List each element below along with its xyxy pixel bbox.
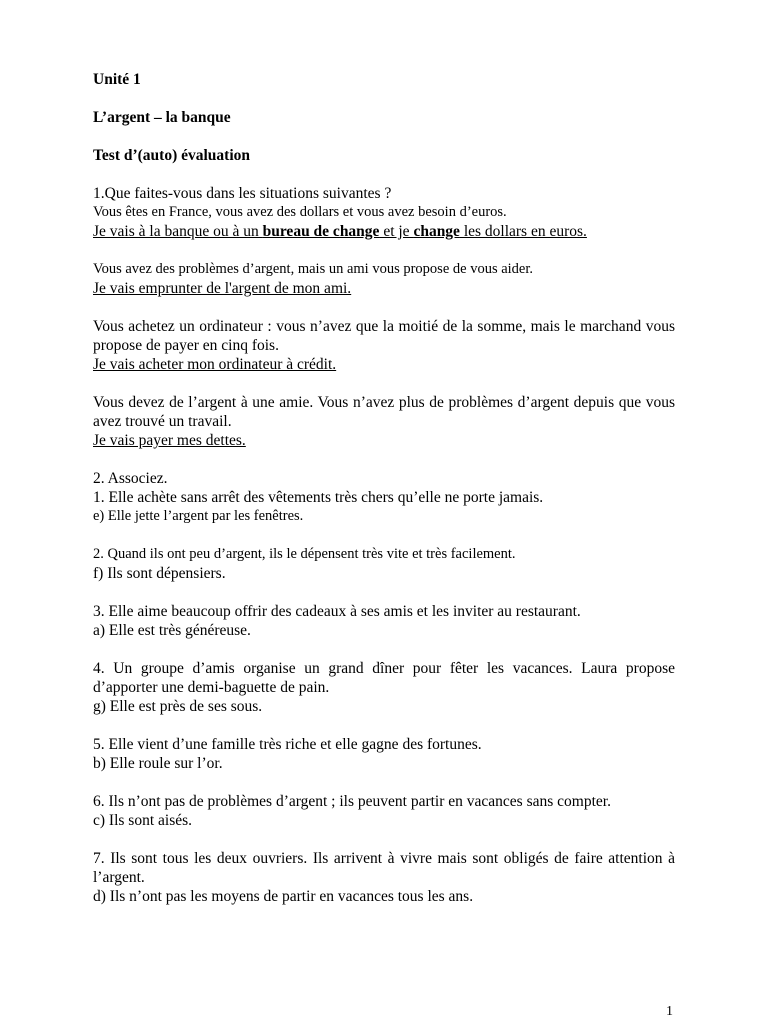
match-3-question: 3. Elle aime beaucoup offrir des cadeaux à ses amis et les inviter au restaurant. xyxy=(93,603,581,620)
answer-1-bold1: bureau de change xyxy=(262,223,380,240)
match-5-question: 5. Elle vient d’une famille très riche et elle gagne des fortunes. xyxy=(93,736,482,753)
answer-1-part1: Je vais à la banque ou à un xyxy=(93,223,263,240)
answer-4: Je vais payer mes dettes. xyxy=(93,432,246,449)
match-5-answer: b) Elle roule sur l’or. xyxy=(93,755,223,772)
match-4-question: 4. Un groupe d’amis organise un grand dîner pour fêter les vacances. Laura propose d’apporter une demi-baguette de pain. xyxy=(93,660,675,696)
match-7-answer: d) Ils n’ont pas les moyens de partir en vacances tous les ans. xyxy=(93,888,474,905)
answer-1-part2: et je xyxy=(379,223,414,240)
situation-3: Vous achetez un ordinateur : vous n’avez que la moitié de la somme, mais le marchand vous propose de payer en cinq fois. xyxy=(93,318,675,354)
situation-2: Vous avez des problèmes d’argent, mais un ami vous propose de vous aider. xyxy=(93,261,534,277)
situation-4: Vous devez de l’argent à une amie. Vous n’avez plus de problèmes d’argent depuis que vous avez trouvé un travail. xyxy=(93,394,675,430)
unit-heading: Unité 1 xyxy=(93,71,141,88)
answer-1-bold2: change xyxy=(413,223,460,240)
test-title: Test d’(auto) évaluation xyxy=(93,147,251,164)
match-4-answer: g) Elle est près de ses sous. xyxy=(93,698,263,715)
page-number: 1 xyxy=(666,1004,673,1019)
answer-1 xyxy=(93,222,675,241)
situation-1: Vous êtes en France, vous avez des dollars et vous avez besoin d’euros. xyxy=(93,204,507,220)
lesson-title: L’argent – la banque xyxy=(93,109,231,126)
section2-heading: 2. Associez. xyxy=(93,470,168,487)
answer-2: Je vais emprunter de l'argent de mon ami. xyxy=(93,280,352,297)
answer-1-part3: les dollars en euros. xyxy=(459,223,587,240)
match-6-question: 6. Ils n’ont pas de problèmes d’argent ; ils peuvent partir en vacances sans compter. xyxy=(93,793,611,810)
document-page xyxy=(93,70,675,906)
section1-question: 1.Que faites-vous dans les situations suivantes ? xyxy=(93,185,392,202)
answer-3: Je vais acheter mon ordinateur à crédit. xyxy=(93,356,337,373)
match-7-question: 7. Ils sont tous les deux ouvriers. Ils arrivent à vivre mais sont obligés de faire attention à l’argent. xyxy=(93,850,675,886)
match-3-answer: a) Elle est très généreuse. xyxy=(93,622,251,639)
match-6-answer: c) Ils sont aisés. xyxy=(93,812,193,829)
match-1-question: 1. Elle achète sans arrêt des vêtements très chers qu’elle ne porte jamais. xyxy=(93,489,544,506)
match-2-question: 2. Quand ils ont peu d’argent, ils le dépensent très vite et très facilement. xyxy=(93,546,516,562)
match-1-answer: e) Elle jette l’argent par les fenêtres. xyxy=(93,508,304,524)
match-2-answer: f) Ils sont dépensiers. xyxy=(93,565,226,582)
